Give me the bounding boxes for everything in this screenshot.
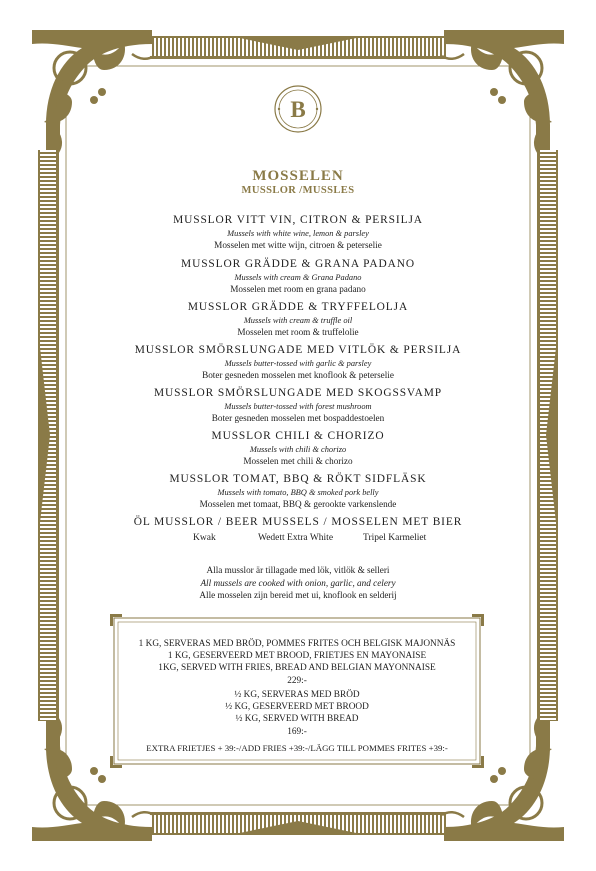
menu-item-english: Mussels with cream & truffle oil xyxy=(243,316,353,325)
menu-item-title: MUSSLOR TOMAT, BBQ & RÖKT SIDFLÄSK xyxy=(169,473,427,485)
beer-mussels-title: ÖL MUSSLOR / BEER MUSSELS / MOSSELEN MET BIER xyxy=(133,516,463,528)
beer-option: Wedett Extra White xyxy=(258,533,334,543)
menu-item xyxy=(0,429,596,467)
menu-item-dutch: Mosselen met room & truffelolie xyxy=(237,327,359,337)
menu-item-dutch: Boter gesneden mosselen met bospaddestoelen xyxy=(211,413,385,423)
pricing-half-en: ½ KG, SERVED WITH BREAD xyxy=(235,714,359,725)
menu-item-english: Mussels with chili & chorizo xyxy=(249,445,347,454)
menu-item xyxy=(0,300,596,338)
menu-item-dutch: Mosselen met room en grana padano xyxy=(230,284,366,294)
pricing-full-nl: 1 KG, GESERVEERD MET BROOD, FRIETJES EN MAYONAISE xyxy=(167,651,427,662)
menu-item-english: Mussels with cream & Grana Padano xyxy=(234,273,362,282)
note-dutch: Alle mosselen zijn bereid met ui, knoflook en selderij xyxy=(199,590,397,600)
logo-emblem xyxy=(273,84,323,134)
menu-item-title: MUSSLOR SMÖRSLUNGADE MED SKOGSSVAMP xyxy=(154,387,442,399)
pricing-half-nl: ½ KG, GESERVEERD MET BROOD xyxy=(225,702,369,713)
pricing-full-sv: 1 KG, SERVERAS MED BRÖD, POMMES FRITES OCH BELGISK MAJONNÄS xyxy=(138,639,456,649)
pricing-extra-fries: EXTRA FRIETJES + 39:-/ADD FRIES +39:-/LÄGG TILL POMMES FRITES +39:- xyxy=(146,743,448,753)
menu-item-dutch: Mosselen met tomaat, BBQ & gerookte varkenslende xyxy=(199,499,397,509)
menu-item xyxy=(0,213,596,251)
menu-item-dutch: Mosselen met witte wijn, citroen & peterselie xyxy=(214,240,382,250)
pricing-full-en: 1KG, SERVED WITH FRIES, BREAD AND BELGIAN MAYONNAISE xyxy=(158,663,436,674)
note-swedish: Alla musslor är tillagade med lök, vitlök & selleri xyxy=(206,565,390,575)
section-subtitle: MUSSLOR /MUSSLES xyxy=(241,185,355,196)
beer-option: Kwak xyxy=(193,533,216,543)
note-english: All mussels are cooked with onion, garlic, and celery xyxy=(200,577,396,588)
logo-letter: B xyxy=(290,97,306,122)
menu-item-english: Mussels with tomato, BBQ & smoked pork belly xyxy=(217,488,379,497)
menu-item-english: Mussels butter-tossed with forest mushroom xyxy=(224,402,372,411)
menu-item-title: MUSSLOR GRÄDDE & TRYFFELOLJA xyxy=(187,301,409,313)
menu-item-title: MUSSLOR CHILI & CHORIZO xyxy=(211,430,385,442)
menu-item-english: Mussels with white wine, lemon & parsley xyxy=(227,229,369,238)
beer-option: Tripel Karmeliet xyxy=(363,533,427,543)
pricing-half-price: 169:- xyxy=(287,726,307,737)
beer-mussels xyxy=(0,515,596,530)
menu-item-title: MUSSLOR VITT VIN, CITRON & PERSILJA xyxy=(173,214,423,226)
menu-item xyxy=(0,472,596,510)
menu-item-title: MUSSLOR GRÄDDE & GRANA PADANO xyxy=(181,258,415,270)
menu-item xyxy=(0,257,596,295)
menu-item-dutch: Boter gesneden mosselen met knoflook & peterselie xyxy=(202,370,394,380)
preparation-note xyxy=(0,564,596,602)
pricing-full-price: 229:- xyxy=(287,675,307,686)
menu-item xyxy=(0,386,596,424)
menu-item xyxy=(0,343,596,381)
menu-item-dutch: Mosselen met chili & chorizo xyxy=(243,456,353,466)
pricing-half-sv: ½ KG, SERVERAS MED BRÖD xyxy=(234,690,360,700)
pricing-full-kg xyxy=(110,638,484,687)
pricing-half-kg xyxy=(110,689,484,738)
section-title: MOSSELEN xyxy=(252,168,344,184)
menu-item-english: Mussels butter-tossed with garlic & parsley xyxy=(224,359,372,368)
menu-item-title: MUSSLOR SMÖRSLUNGADE MED VITLÖK & PERSILJA xyxy=(134,344,462,356)
